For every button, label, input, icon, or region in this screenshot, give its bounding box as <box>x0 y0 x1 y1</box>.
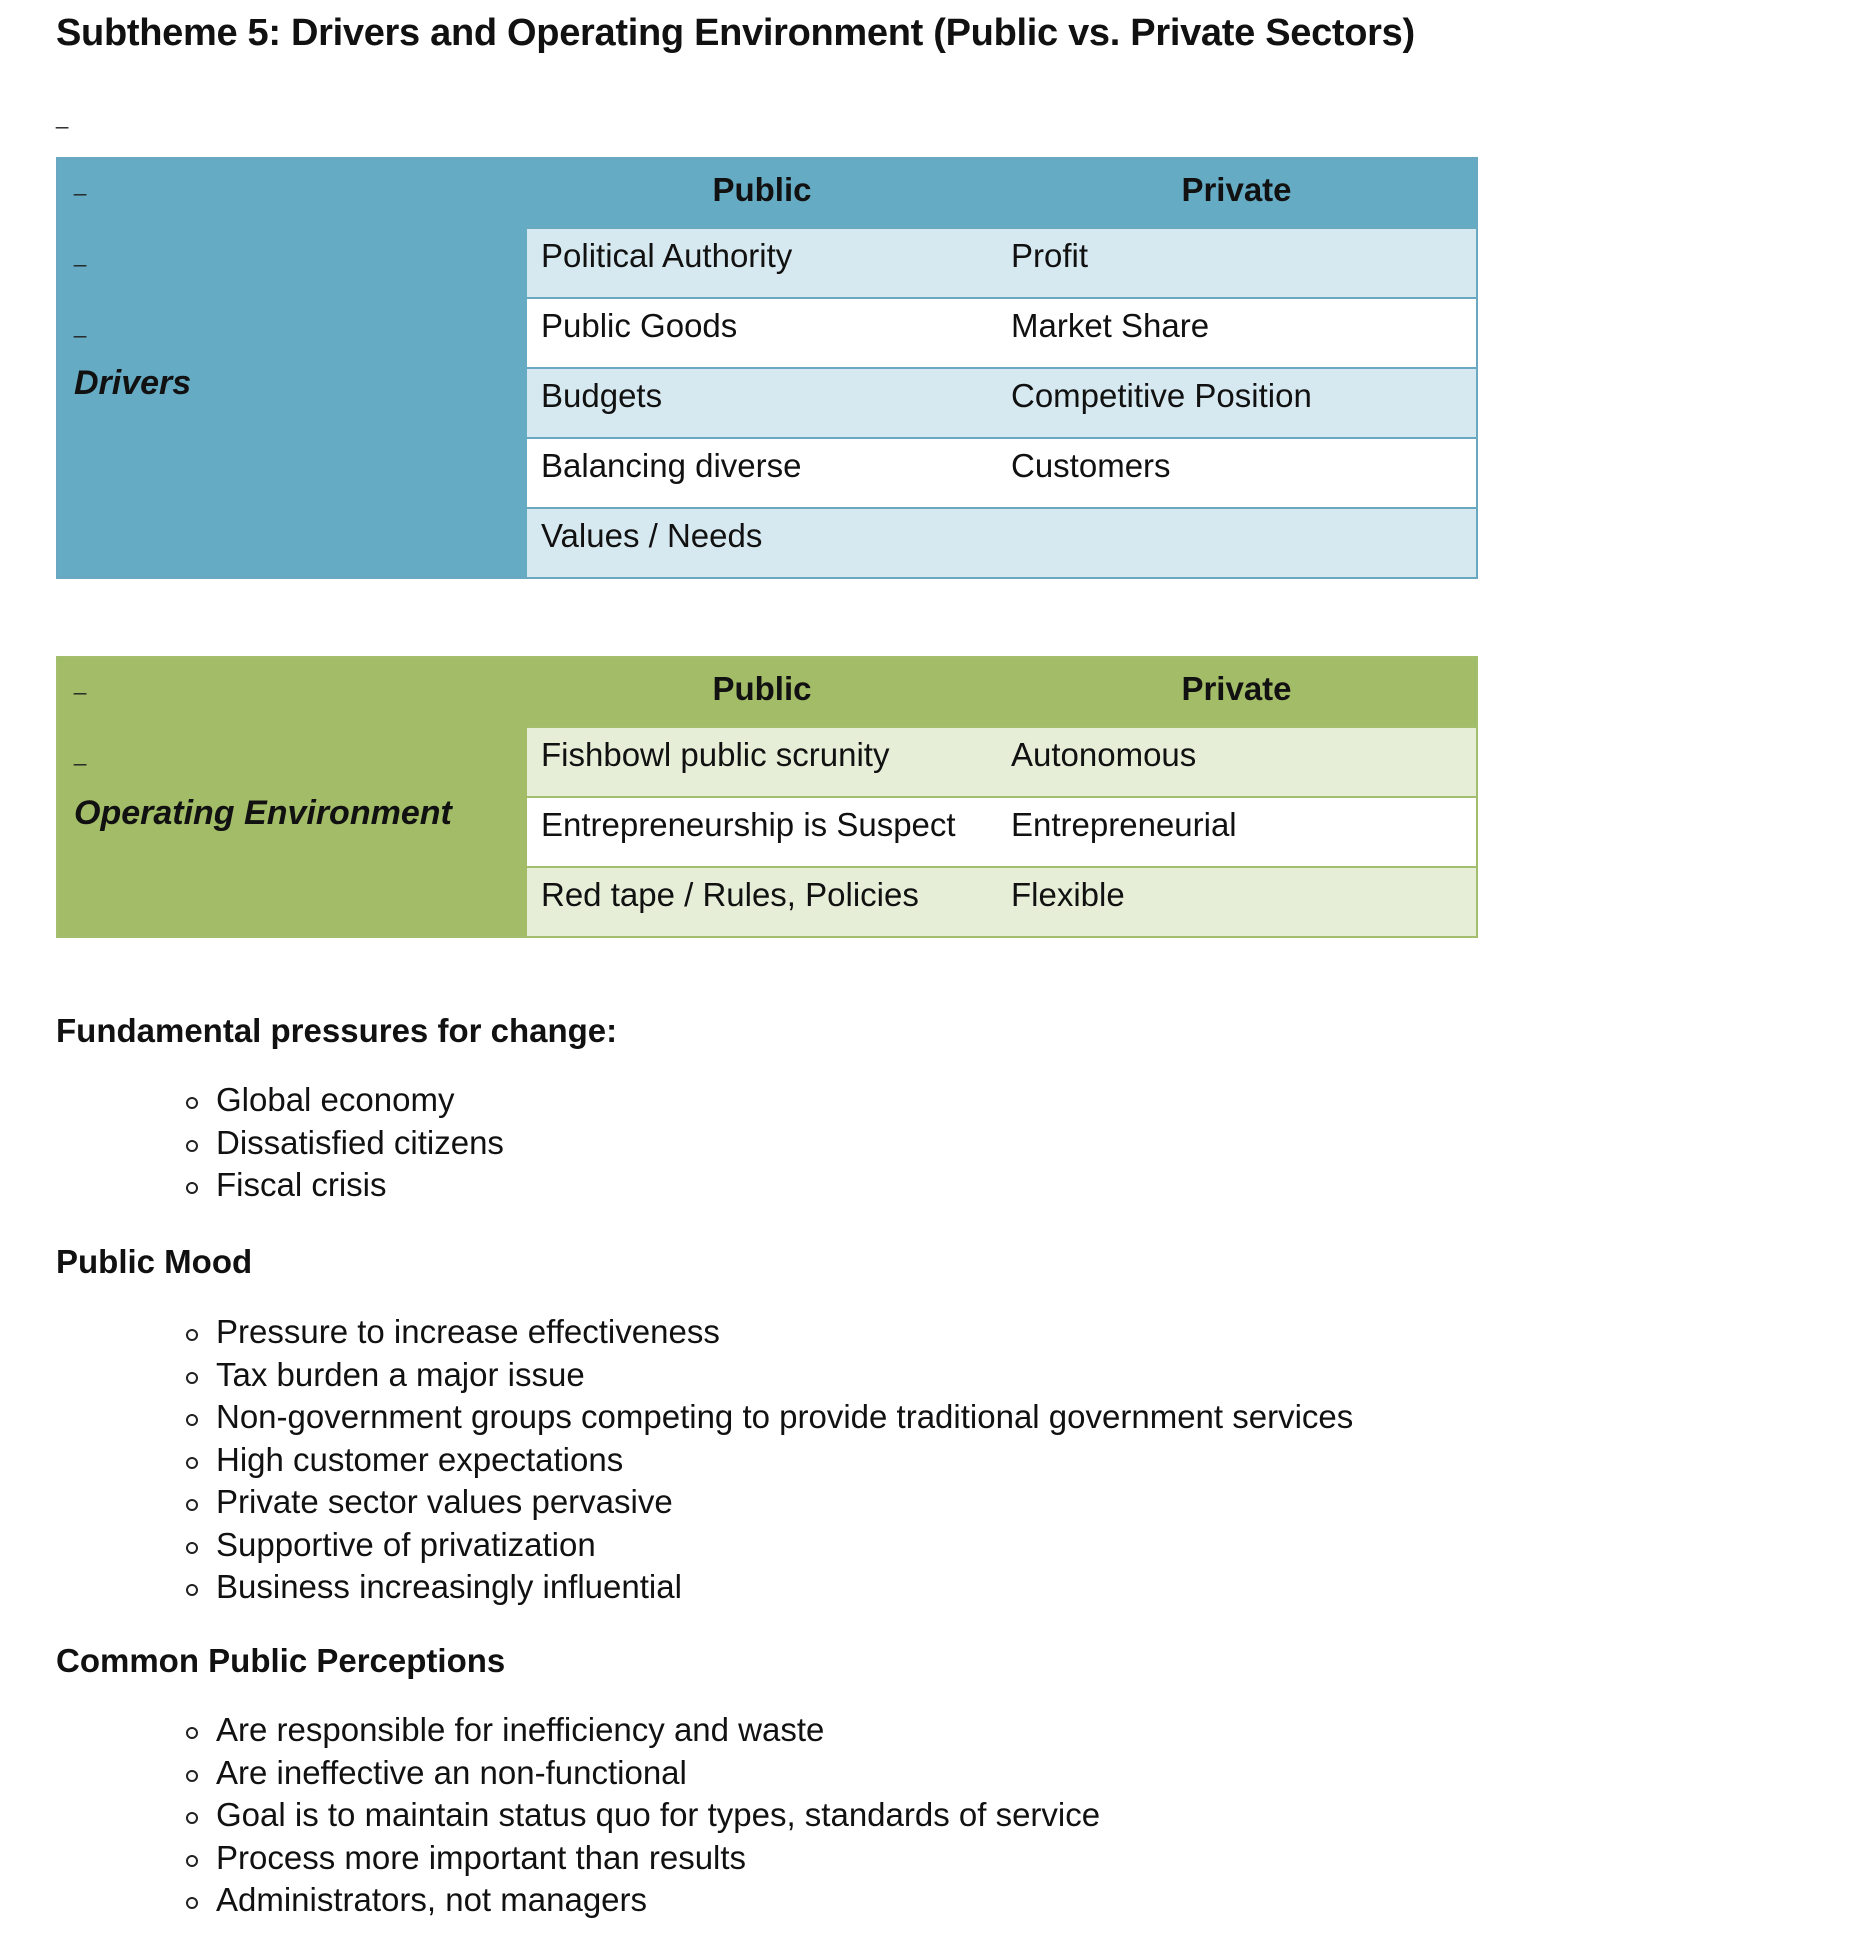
list-item: Are responsible for inefficiency and waste <box>216 1709 1100 1752</box>
operating-environment-label: Operating Environment <box>74 794 452 832</box>
list-item: Pressure to increase effectiveness <box>216 1311 1353 1354</box>
environment-header-row <box>57 657 1477 727</box>
public-cell: Public Goods <box>527 298 997 368</box>
empty-paragraph-mark: _ <box>56 104 69 129</box>
section-heading-fundamental-pressures: Fundamental pressures for change: <box>56 1012 618 1049</box>
empty-paragraph-mark: _ <box>74 242 87 267</box>
list-item: Fiscal crisis <box>216 1164 504 1207</box>
common-public-perceptions-list <box>216 1709 1100 1922</box>
public-cell: Entrepreneurship is Suspect <box>527 797 997 867</box>
list-item: Business increasingly influential <box>216 1566 1353 1609</box>
private-cell: Autonomous <box>997 727 1477 797</box>
list-item: Goal is to maintain status quo for types, standards of service <box>216 1794 1100 1837</box>
public-cell: Fishbowl public scrunity <box>527 727 997 797</box>
operating-environment-table <box>56 656 1478 938</box>
list-item: Administrators, not managers <box>216 1879 1100 1922</box>
list-item: Dissatisfied citizens <box>216 1122 504 1165</box>
empty-paragraph-mark: _ <box>74 741 87 766</box>
public-mood-list <box>216 1311 1353 1609</box>
page-title: Subtheme 5: Drivers and Operating Environment (Public vs. Private Sectors) <box>56 12 1415 54</box>
column-header-public: Public <box>527 158 997 228</box>
drivers-table <box>56 157 1478 579</box>
list-item: Supportive of privatization <box>216 1524 1353 1567</box>
private-cell <box>997 508 1477 578</box>
list-item: Global economy <box>216 1079 504 1122</box>
drivers-row-label-cell <box>57 158 527 578</box>
environment-row-label-cell <box>57 657 527 937</box>
public-cell: Red tape / Rules, Policies <box>527 867 997 937</box>
list-item: Tax burden a major issue <box>216 1354 1353 1397</box>
private-cell: Competitive Position <box>997 368 1477 438</box>
private-cell: Market Share <box>997 298 1477 368</box>
drivers-header-row <box>57 158 1477 228</box>
section-heading-common-public-perceptions: Common Public Perceptions <box>56 1642 506 1679</box>
column-header-public: Public <box>527 657 997 727</box>
list-item: Private sector values pervasive <box>216 1481 1353 1524</box>
list-item: High customer expectations <box>216 1439 1353 1482</box>
public-cell: Budgets <box>527 368 997 438</box>
fundamental-pressures-list <box>216 1079 504 1207</box>
private-cell: Profit <box>997 228 1477 298</box>
public-cell: Balancing diverse <box>527 438 997 508</box>
private-cell: Customers <box>997 438 1477 508</box>
public-cell: Political Authority <box>527 228 997 298</box>
private-cell: Flexible <box>997 867 1477 937</box>
section-heading-public-mood: Public Mood <box>56 1243 253 1280</box>
empty-paragraph-mark: _ <box>74 171 87 196</box>
list-item: Non-government groups competing to provide traditional government services <box>216 1396 1353 1439</box>
empty-paragraph-mark: _ <box>74 313 87 338</box>
list-item: Process more important than results <box>216 1837 1100 1880</box>
column-header-private: Private <box>997 158 1477 228</box>
drivers-label: Drivers <box>74 364 192 402</box>
empty-paragraph-mark: _ <box>74 670 87 695</box>
column-header-private: Private <box>997 657 1477 727</box>
public-cell: Values / Needs <box>527 508 997 578</box>
list-item: Are ineffective an non-functional <box>216 1752 1100 1795</box>
private-cell: Entrepreneurial <box>997 797 1477 867</box>
